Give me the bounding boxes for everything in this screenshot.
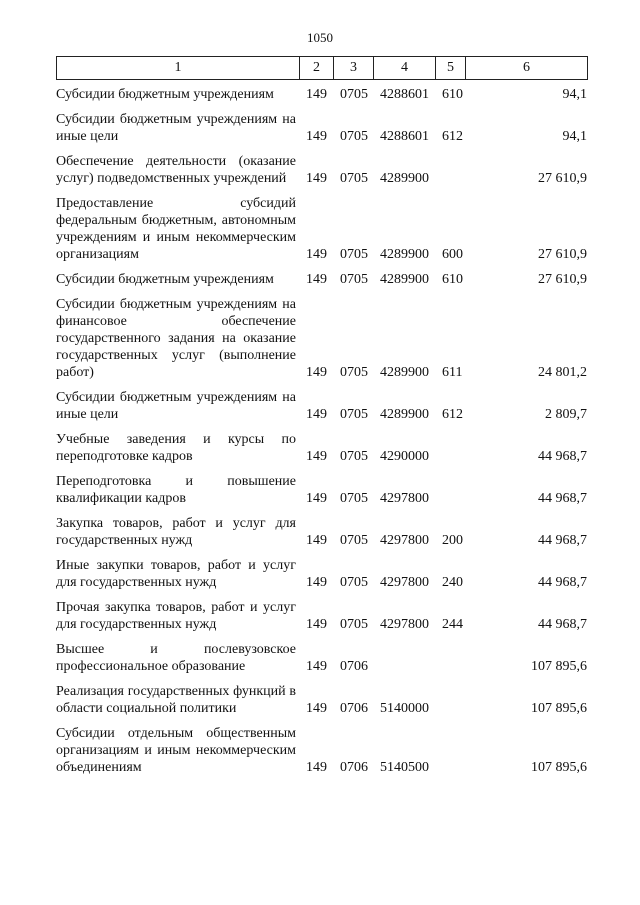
row-section-code: 0705 — [340, 247, 368, 262]
row-name: Закупка товаров, работ и услуг для государственных нужд — [56, 516, 296, 548]
table-row — [56, 271, 587, 288]
row-amount: 27 610,9 — [538, 171, 587, 186]
row-expense-type: 612 — [442, 129, 463, 144]
row-name: Переподготовка и повышение квалификации кадров — [56, 474, 296, 506]
row-ministry-code: 149 — [306, 247, 327, 262]
row-amount: 94,1 — [562, 129, 587, 144]
row-section-code: 0706 — [340, 659, 368, 674]
row-expense-type: 611 — [442, 365, 463, 380]
row-target-code: 4290000 — [380, 449, 429, 464]
row-ministry-code: 149 — [306, 617, 327, 632]
row-ministry-code: 149 — [306, 533, 327, 548]
row-target-code: 4289900 — [380, 247, 429, 262]
row-ministry-code: 149 — [306, 701, 327, 716]
column-header-2: 2 — [300, 57, 334, 80]
row-section-code: 0705 — [340, 272, 368, 287]
table-row — [56, 683, 587, 717]
row-name: Субсидии бюджетным учреждениям на иные цели — [56, 390, 296, 422]
row-name: Реализация государственных функций в области социальной политики — [56, 684, 296, 716]
row-name: Субсидии бюджетным учреждениям — [56, 87, 274, 102]
row-target-code: 5140000 — [380, 701, 429, 716]
row-amount: 107 895,6 — [531, 659, 587, 674]
row-name: Иные закупки товаров, работ и услуг для государственных нужд — [56, 558, 296, 590]
row-amount: 27 610,9 — [538, 272, 587, 287]
row-name: Субсидии бюджетным учреждениям — [56, 272, 274, 287]
row-ministry-code: 149 — [306, 272, 327, 287]
column-header-row — [57, 57, 588, 80]
row-ministry-code: 149 — [306, 407, 327, 422]
row-target-code: 4297800 — [380, 533, 429, 548]
table-row — [56, 86, 587, 103]
table-row — [56, 153, 587, 187]
row-amount: 44 968,7 — [538, 617, 587, 632]
row-ministry-code: 149 — [306, 171, 327, 186]
row-amount: 107 895,6 — [531, 701, 587, 716]
row-expense-type: 600 — [442, 247, 463, 262]
row-target-code: 4289900 — [380, 365, 429, 380]
row-section-code: 0705 — [340, 449, 368, 464]
row-expense-type: 240 — [442, 575, 463, 590]
row-section-code: 0705 — [340, 617, 368, 632]
table-row — [56, 111, 587, 145]
row-expense-type: 200 — [442, 533, 463, 548]
row-amount: 44 968,7 — [538, 491, 587, 506]
row-amount: 44 968,7 — [538, 533, 587, 548]
row-amount: 44 968,7 — [538, 449, 587, 464]
row-ministry-code: 149 — [306, 575, 327, 590]
row-section-code: 0705 — [340, 407, 368, 422]
row-section-code: 0705 — [340, 365, 368, 380]
row-target-code: 4288601 — [380, 87, 429, 102]
row-ministry-code: 149 — [306, 365, 327, 380]
row-expense-type: 610 — [442, 272, 463, 287]
row-target-code: 4289900 — [380, 407, 429, 422]
table-row — [56, 599, 587, 633]
table-row — [56, 389, 587, 423]
row-amount: 24 801,2 — [538, 365, 587, 380]
row-ministry-code: 149 — [306, 449, 327, 464]
row-section-code: 0706 — [340, 760, 368, 775]
column-header-6: 6 — [466, 57, 588, 80]
row-expense-type: 244 — [442, 617, 463, 632]
row-section-code: 0705 — [340, 87, 368, 102]
row-section-code: 0705 — [340, 491, 368, 506]
row-target-code: 4288601 — [380, 129, 429, 144]
row-target-code: 4297800 — [380, 491, 429, 506]
row-ministry-code: 149 — [306, 760, 327, 775]
row-expense-type: 610 — [442, 87, 463, 102]
row-section-code: 0705 — [340, 129, 368, 144]
row-name: Высшее и послевузовское профессиональное образование — [56, 642, 296, 674]
table-row — [56, 296, 587, 381]
row-name: Обеспечение деятельности (оказание услуг) подведомственных учреждений — [56, 154, 296, 186]
budget-rows — [56, 86, 587, 784]
table-row — [56, 557, 587, 591]
table-row — [56, 195, 587, 263]
row-section-code: 0705 — [340, 171, 368, 186]
row-target-code: 4289900 — [380, 171, 429, 186]
row-name: Прочая закупка товаров, работ и услуг для государственных нужд — [56, 600, 296, 632]
row-target-code: 4289900 — [380, 272, 429, 287]
row-amount: 44 968,7 — [538, 575, 587, 590]
row-name: Субсидии бюджетным учреждениям на финансовое обеспечение государственного задания на оказание государственных услуг (выполнение работ) — [56, 297, 296, 380]
row-name: Предоставление субсидий федеральным бюджетным, автономным учреждениям и иным некоммерческим организациям — [56, 196, 296, 262]
table-row — [56, 431, 587, 465]
row-ministry-code: 149 — [306, 659, 327, 674]
row-target-code: 5140500 — [380, 760, 429, 775]
row-ministry-code: 149 — [306, 129, 327, 144]
page-number: 1050 — [307, 30, 333, 45]
column-header-5: 5 — [436, 57, 466, 80]
column-header-3: 3 — [334, 57, 374, 80]
row-name: Субсидии отдельным общественным организациям и иным некоммерческим объединениям — [56, 726, 296, 775]
row-expense-type: 612 — [442, 407, 463, 422]
row-amount: 27 610,9 — [538, 247, 587, 262]
row-target-code: 4297800 — [380, 575, 429, 590]
row-name: Учебные заведения и курсы по переподготовке кадров — [56, 432, 296, 464]
column-header-1: 1 — [57, 57, 300, 80]
table-row — [56, 515, 587, 549]
row-amount: 2 809,7 — [545, 407, 587, 422]
table-row — [56, 641, 587, 675]
row-ministry-code: 149 — [306, 87, 327, 102]
row-name: Субсидии бюджетным учреждениям на иные цели — [56, 112, 296, 144]
column-header-4: 4 — [374, 57, 436, 80]
row-amount: 94,1 — [562, 87, 587, 102]
row-section-code: 0705 — [340, 533, 368, 548]
table-row — [56, 473, 587, 507]
column-header-table — [56, 56, 588, 80]
row-section-code: 0706 — [340, 701, 368, 716]
row-ministry-code: 149 — [306, 491, 327, 506]
row-amount: 107 895,6 — [531, 760, 587, 775]
table-row — [56, 725, 587, 776]
row-section-code: 0705 — [340, 575, 368, 590]
row-target-code: 4297800 — [380, 617, 429, 632]
